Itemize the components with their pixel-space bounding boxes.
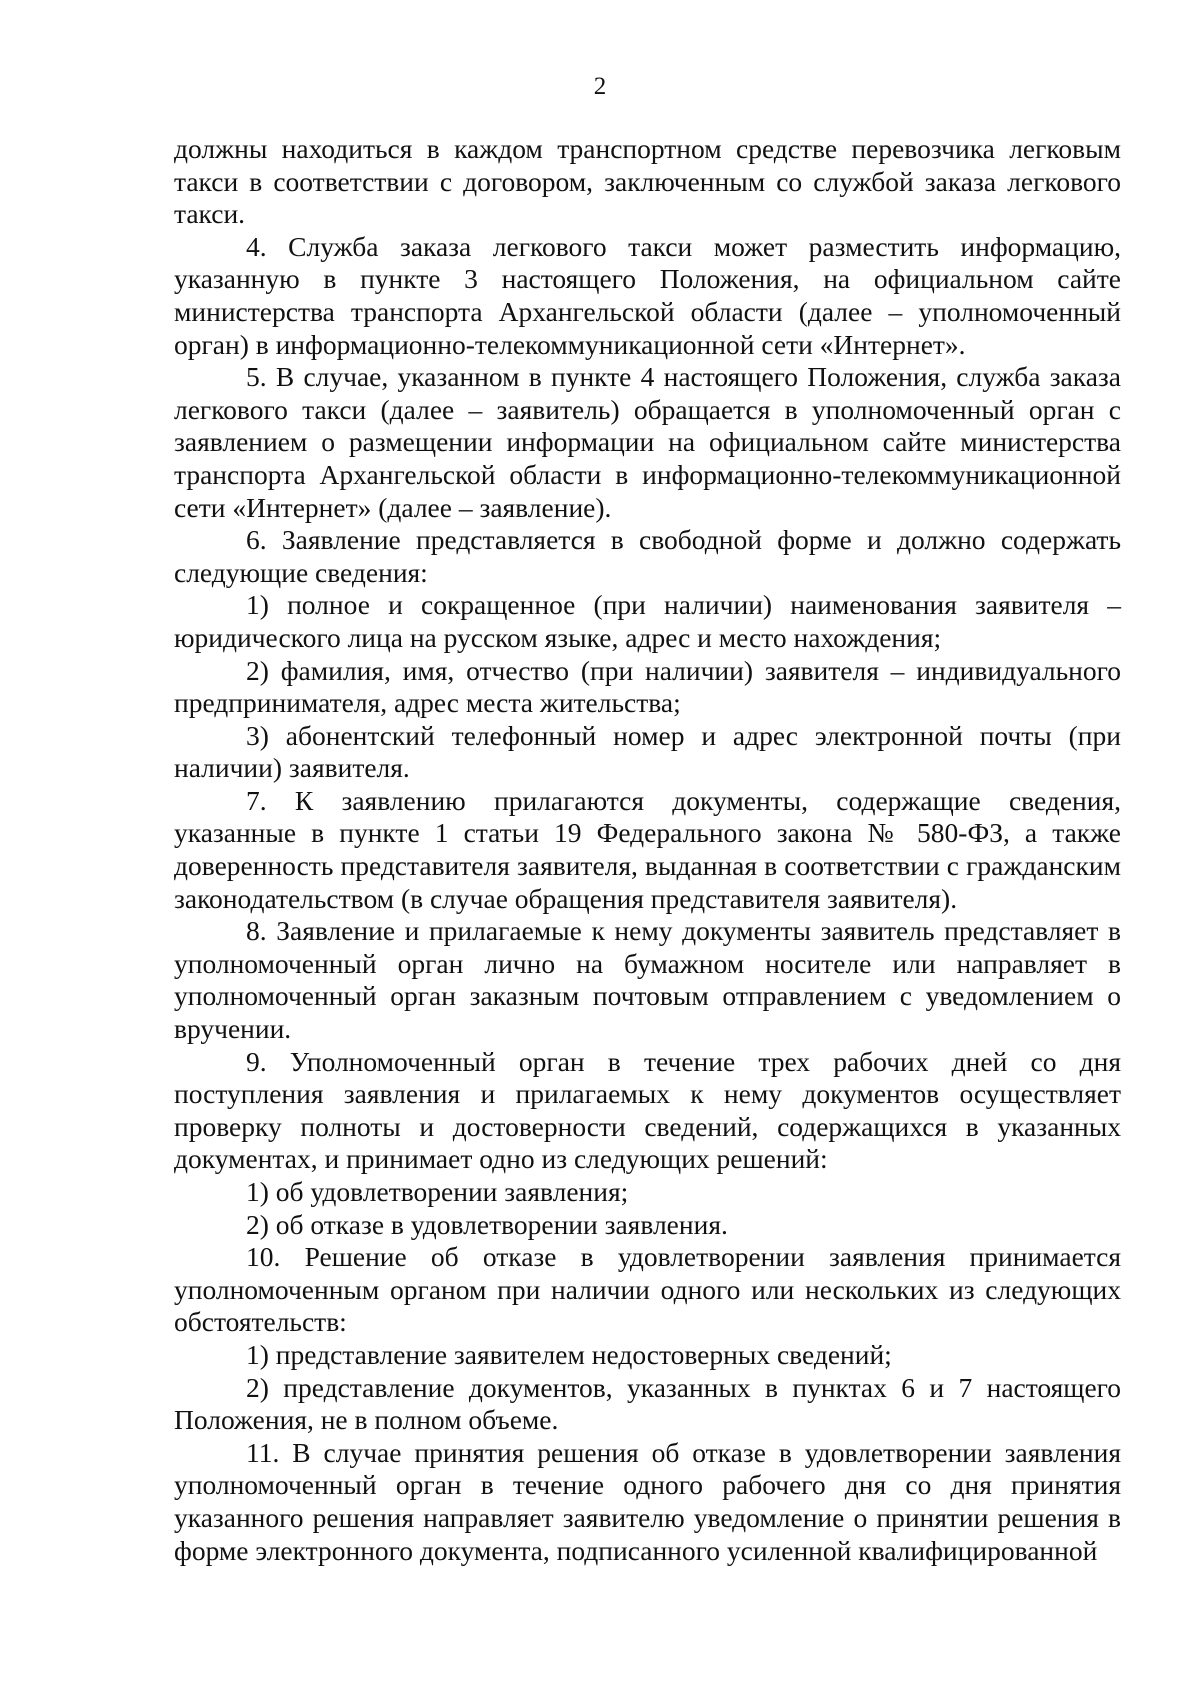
- paragraph-item-7: 7. К заявлению прилагаются документы, содержащие сведения, указанные в пункте 1 статьи 19 Федерального закона № 580-ФЗ, а также доверенность представителя заявителя, выданная в соответствии с гражданским законодательством (в случае обращения представителя заявителя).: [174, 784, 1121, 914]
- paragraph-item-6-sub-2: 2) фамилия, имя, отчество (при наличии) заявителя – индивидуального предпринимателя, адрес места жительства;: [174, 654, 1121, 719]
- paragraph-item-9-sub-2: 2) об отказе в удовлетворении заявления.: [246, 1208, 728, 1240]
- paragraph-item-5: 5. В случае, указанном в пункте 4 настоящего Положения, служба заказа легкового такси (далее – заявитель) обращается в уполномоченный орган с заявлением о размещении информации на официальном сайте министерства транспорта Архангельской области в информационно-телекоммуникационной сети «Интернет» (далее – заявление).: [174, 361, 1121, 523]
- paragraph-item-8: 8. Заявление и прилагаемые к нему документы заявитель представляет в уполномоченный орган лично на бумажном носителе или направляет в уполномоченный орган заказным почтовым отправлением с уведомлением о вручении.: [174, 915, 1121, 1045]
- paragraph-item-4: 4. Служба заказа легкового такси может разместить информацию, указанную в пункте 3 настоящего Положения, на официальном сайте министерства транспорта Архангельской области (далее – уполномоченный орган) в информационно-телекоммуникационной сети «Интернет».: [174, 230, 1121, 360]
- paragraph-item-11: 11. В случае принятия решения об отказе в удовлетворении заявления уполномоченный орган в течение одного рабочего дня со дня принятия указанного решения направляет заявителю уведомление о принятии решения в форме электронного документа, подписанного усиленной квалифицированной: [174, 1436, 1121, 1566]
- paragraph-item-6: 6. Заявление представляется в свободной форме и должно содержать следующие сведения:: [174, 524, 1121, 588]
- document-body: [174, 133, 1121, 1567]
- paragraph-item-10-sub-2: 2) представление документов, указанных в пунктах 6 и 7 настоящего Положения, не в полном объеме.: [174, 1371, 1121, 1436]
- paragraph-item-9: 9. Уполномоченный орган в течение трех рабочих дней со дня поступления заявления и прилагаемых к нему документов осуществляет проверку полноты и достоверности сведений, содержащихся в указанных документах, и принимает одно из следующих решений:: [174, 1045, 1121, 1175]
- paragraph-continuation: должны находиться в каждом транспортном средстве перевозчика легковым такси в соответствии с договором, заключенным со службой заказа легкового такси.: [174, 133, 1121, 230]
- paragraph-item-10: 10. Решение об отказе в удовлетворении заявления принимается уполномоченным органом при наличии одного или нескольких из следующих обстоятельств:: [174, 1241, 1121, 1338]
- paragraph-item-6-sub-3: 3) абонентский телефонный номер и адрес электронной почты (при наличии) заявителя.: [174, 719, 1121, 784]
- paragraph-item-10-sub-1: 1) представление заявителем недостоверных сведений;: [246, 1338, 892, 1370]
- page-number: 2: [593, 73, 607, 100]
- paragraph-item-9-sub-1: 1) об удовлетворении заявления;: [246, 1176, 629, 1207]
- paragraph-item-6-sub-1: 1) полное и сокращенное (при наличии) наименования заявителя – юридического лица на русском языке, адрес и место нахождения;: [174, 589, 1121, 653]
